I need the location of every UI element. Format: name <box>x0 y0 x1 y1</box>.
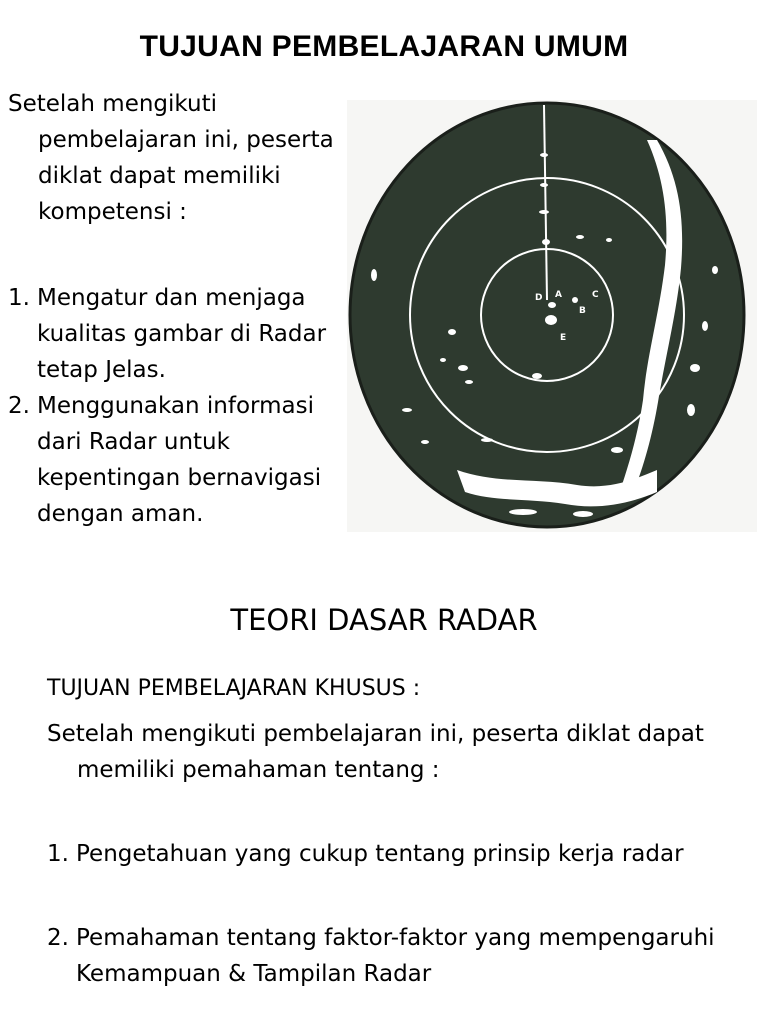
list-number: 2. <box>47 925 69 951</box>
specific-objectives-list <box>47 836 762 992</box>
section-title: TEORI DASAR RADAR <box>230 603 538 637</box>
radar-screen-image <box>347 100 757 532</box>
section-subheading: TUJUAN PEMBELAJARAN KHUSUS : <box>47 676 421 701</box>
target-label-d: D <box>535 293 543 303</box>
page-title: TUJUAN PEMBELAJARAN UMUM <box>139 30 629 63</box>
list-item <box>47 836 762 872</box>
list-text: Pengetahuan yang cukup tentang prinsip kerja radar <box>76 841 684 867</box>
list-number: 2. <box>8 393 30 419</box>
list-item <box>8 280 348 388</box>
list-text: Pemahaman tentang faktor-faktor yang mempengaruhi Kemampuan & Tampilan Radar <box>76 925 715 987</box>
target-label-e: E <box>560 333 567 343</box>
objectives-list <box>8 280 348 532</box>
list-item <box>47 920 762 992</box>
list-text: Menggunakan informasi dari Radar untuk kepentingan bernavigasi dengan aman. <box>37 393 322 527</box>
intro-paragraph-2: Setelah mengikuti pembelajaran ini, peserta diklat dapat memiliki pemahaman tentang : <box>47 721 704 783</box>
list-item <box>8 388 348 532</box>
target-label-a: A <box>555 290 562 300</box>
target-label-b: B <box>579 306 586 316</box>
intro-paragraph: Setelah mengikuti pembelajaran ini, peserta diklat dapat memiliki kompetensi : <box>8 91 334 225</box>
target-label-c: C <box>592 290 599 300</box>
list-number: 1. <box>47 841 69 867</box>
list-number: 1. <box>8 285 30 311</box>
list-text: Mengatur dan menjaga kualitas gambar di Radar tetap Jelas. <box>37 285 327 383</box>
